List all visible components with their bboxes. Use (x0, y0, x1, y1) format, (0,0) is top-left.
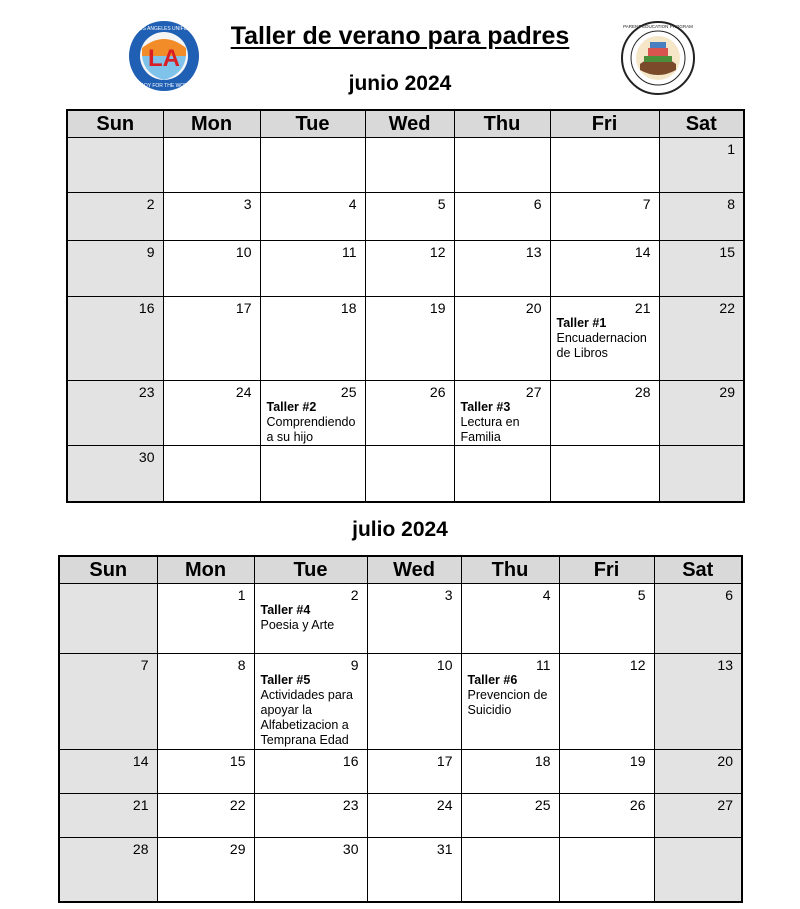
day-number: 1 (727, 141, 735, 157)
day-cell[interactable] (454, 241, 550, 297)
calendar-body (67, 138, 744, 502)
weekday-fri: Fri (550, 110, 659, 138)
day-cell[interactable] (550, 138, 659, 193)
workshop-event[interactable] (255, 603, 367, 633)
weekday-header-row (67, 110, 744, 138)
day-number (164, 138, 260, 141)
workshop-description-line: de Libros (556, 346, 608, 360)
day-number (261, 446, 365, 449)
day-cell[interactable] (59, 584, 157, 654)
day-number: 19 (429, 300, 446, 316)
lausd-logo-top-text: LOS ANGELES UNIFIED (135, 26, 193, 32)
day-cell[interactable] (163, 193, 260, 241)
day-cell[interactable] (559, 794, 654, 838)
day-number (660, 446, 744, 449)
day-cell[interactable] (550, 193, 659, 241)
day-cell[interactable] (365, 241, 454, 297)
day-number: 20 (525, 300, 542, 316)
day-cell[interactable] (659, 297, 744, 381)
day-number: 8 (237, 657, 246, 673)
day-cell[interactable] (163, 241, 260, 297)
day-cell[interactable] (454, 446, 550, 502)
day-number: 25 (340, 384, 357, 400)
day-cell[interactable] (260, 297, 365, 381)
day-cell[interactable] (461, 838, 559, 902)
day-cell[interactable] (260, 138, 365, 193)
day-number: 14 (634, 244, 651, 260)
lausd-logo-mark: LA (148, 45, 180, 72)
weekday-mon: Mon (163, 110, 260, 138)
day-cell[interactable] (260, 381, 365, 446)
day-number: 9 (146, 244, 155, 260)
day-cell[interactable] (654, 794, 742, 838)
day-number: 13 (717, 657, 733, 673)
day-cell[interactable] (454, 381, 550, 446)
day-cell[interactable] (659, 446, 744, 502)
day-cell[interactable] (461, 750, 559, 794)
day-cell[interactable] (550, 297, 659, 381)
day-number (164, 446, 260, 449)
day-number: 28 (132, 841, 149, 857)
day-cell[interactable] (157, 838, 254, 902)
weekday-tue: Tue (254, 556, 367, 584)
day-cell[interactable] (659, 381, 744, 446)
day-number: 23 (138, 384, 155, 400)
day-number: 21 (132, 797, 149, 813)
week-row (59, 654, 742, 750)
day-cell[interactable] (67, 138, 163, 193)
day-cell[interactable] (59, 794, 157, 838)
day-cell[interactable] (59, 838, 157, 902)
workshop-description-line: a su hijo (266, 430, 314, 444)
day-cell[interactable] (559, 654, 654, 750)
day-number: 14 (132, 753, 149, 769)
day-number: 21 (634, 300, 651, 316)
day-number: 24 (436, 797, 453, 813)
day-cell[interactable] (67, 446, 163, 502)
day-number: 17 (436, 753, 453, 769)
day-number: 18 (534, 753, 551, 769)
workshop-event[interactable] (455, 400, 550, 445)
day-cell[interactable] (254, 794, 367, 838)
workshop-description-line: Poesia y Arte (260, 618, 335, 632)
day-cell[interactable] (461, 654, 559, 750)
workshop-title: Taller #4 (260, 603, 311, 617)
day-number: 24 (235, 384, 252, 400)
day-cell[interactable] (654, 654, 742, 750)
weekday-sat: Sat (659, 110, 744, 138)
day-number: 6 (533, 196, 542, 212)
calendar-june (66, 109, 745, 503)
calendar-body (59, 584, 742, 902)
weekday-sun: Sun (59, 556, 157, 584)
day-cell[interactable] (454, 297, 550, 381)
week-row (67, 241, 744, 297)
day-cell[interactable] (163, 297, 260, 381)
day-cell[interactable] (654, 750, 742, 794)
day-cell[interactable] (559, 750, 654, 794)
day-cell[interactable] (654, 838, 742, 902)
weekday-thu: Thu (454, 110, 550, 138)
day-number: 12 (629, 657, 646, 673)
workshop-event[interactable] (551, 316, 659, 361)
day-number: 3 (444, 587, 453, 603)
day-number: 16 (138, 300, 155, 316)
day-number: 25 (534, 797, 551, 813)
day-number: 4 (348, 196, 357, 212)
week-row (67, 138, 744, 193)
day-cell[interactable] (550, 241, 659, 297)
week-row (67, 297, 744, 381)
day-number: 12 (429, 244, 446, 260)
day-number (655, 838, 742, 841)
day-cell[interactable] (367, 654, 461, 750)
day-number (68, 138, 163, 141)
day-number: 15 (229, 753, 246, 769)
day-number: 30 (342, 841, 359, 857)
day-number: 3 (243, 196, 252, 212)
day-number: 9 (350, 657, 359, 673)
day-cell[interactable] (461, 794, 559, 838)
day-number (455, 138, 550, 141)
day-cell[interactable] (67, 381, 163, 446)
workshop-description-line: Prevencion de (467, 688, 548, 702)
weekday-wed: Wed (365, 110, 454, 138)
day-cell[interactable] (550, 381, 659, 446)
day-cell[interactable] (260, 193, 365, 241)
day-cell[interactable] (454, 138, 550, 193)
day-number: 11 (535, 657, 551, 673)
week-row (67, 446, 744, 502)
day-number: 23 (342, 797, 359, 813)
week-row (59, 750, 742, 794)
day-number (366, 138, 454, 141)
day-number: 7 (642, 196, 651, 212)
day-number: 26 (629, 797, 646, 813)
day-cell[interactable] (163, 381, 260, 446)
day-cell[interactable] (367, 838, 461, 902)
day-number (455, 446, 550, 449)
day-number: 2 (146, 196, 155, 212)
day-cell[interactable] (157, 654, 254, 750)
day-cell[interactable] (365, 193, 454, 241)
day-cell[interactable] (163, 446, 260, 502)
day-cell[interactable] (659, 193, 744, 241)
workshop-event[interactable] (462, 673, 559, 718)
day-cell[interactable] (454, 193, 550, 241)
day-number: 15 (719, 244, 735, 260)
workshop-description-line: Lectura en (460, 415, 520, 429)
day-number: 20 (717, 753, 733, 769)
week-row (67, 381, 744, 446)
day-cell[interactable] (365, 381, 454, 446)
day-cell[interactable] (67, 193, 163, 241)
day-cell[interactable] (157, 584, 254, 654)
workshop-title: Taller #6 (467, 673, 518, 687)
day-number: 16 (342, 753, 359, 769)
day-cell[interactable] (365, 138, 454, 193)
day-cell[interactable] (157, 794, 254, 838)
day-number: 26 (429, 384, 446, 400)
day-number (560, 838, 654, 841)
month-title-july: julio 2024 (352, 518, 448, 541)
day-number: 19 (629, 753, 646, 769)
workshop-description-line: Comprendiendo (266, 415, 356, 429)
month-title-june: junio 2024 (348, 72, 452, 95)
weekday-tue: Tue (260, 110, 365, 138)
day-number (60, 584, 157, 587)
weekday-thu: Thu (461, 556, 559, 584)
day-cell[interactable] (367, 584, 461, 654)
day-cell[interactable] (59, 750, 157, 794)
week-row (59, 838, 742, 902)
day-number: 29 (719, 384, 735, 400)
day-number: 17 (235, 300, 252, 316)
workshop-description-line: Alfabetizacion a (260, 718, 349, 732)
day-cell[interactable] (559, 584, 654, 654)
day-number: 30 (138, 449, 155, 465)
workshop-description-line: Actividades para (260, 688, 353, 702)
workshop-event[interactable] (261, 400, 365, 445)
workshop-description-line: Encuadernacion (556, 331, 647, 345)
day-number: 5 (437, 196, 446, 212)
day-cell[interactable] (367, 750, 461, 794)
day-number: 28 (634, 384, 651, 400)
workshop-title: Taller #1 (556, 316, 607, 330)
day-cell[interactable] (260, 446, 365, 502)
calendar-july (58, 555, 743, 903)
day-number: 6 (725, 587, 733, 603)
day-cell[interactable] (365, 297, 454, 381)
workshop-event[interactable] (255, 673, 367, 748)
day-number (462, 838, 559, 841)
workshop-description-line: apoyar la (260, 703, 312, 717)
week-row (67, 193, 744, 241)
day-cell[interactable] (254, 838, 367, 902)
day-number: 5 (637, 587, 646, 603)
workshop-description-line: Suicidio (467, 703, 512, 717)
day-number: 11 (341, 244, 357, 260)
day-number: 22 (229, 797, 246, 813)
weekday-sun: Sun (67, 110, 163, 138)
day-cell[interactable] (659, 138, 744, 193)
day-number (261, 138, 365, 141)
workshop-title: Taller #5 (260, 673, 311, 687)
day-number: 10 (436, 657, 453, 673)
page-title-text: Taller de verano para padres (230, 22, 570, 50)
workshop-title: Taller #2 (266, 400, 317, 414)
weekday-fri: Fri (559, 556, 654, 584)
lausd-logo-bottom-text: READY FOR THE WORLD (133, 83, 195, 89)
day-number: 8 (727, 196, 735, 212)
day-cell[interactable] (365, 446, 454, 502)
day-number: 27 (717, 797, 733, 813)
day-cell[interactable] (461, 584, 559, 654)
day-cell[interactable] (559, 838, 654, 902)
day-number (366, 446, 454, 449)
day-number: 7 (140, 657, 149, 673)
day-number: 31 (436, 841, 453, 857)
day-cell[interactable] (163, 138, 260, 193)
day-number: 1 (237, 587, 246, 603)
day-number: 18 (340, 300, 357, 316)
workshop-description-line: Temprana Edad (260, 733, 349, 747)
day-number: 13 (525, 244, 542, 260)
parent-education-logo-text: PARENT EDUCATION PROGRAM (623, 24, 693, 29)
workshop-title: Taller #3 (460, 400, 511, 414)
weekday-sat: Sat (654, 556, 742, 584)
day-cell[interactable] (254, 750, 367, 794)
day-cell[interactable] (67, 241, 163, 297)
day-number: 4 (542, 587, 551, 603)
day-cell[interactable] (654, 584, 742, 654)
day-cell[interactable] (254, 654, 367, 750)
week-row (59, 794, 742, 838)
week-row (59, 584, 742, 654)
day-cell[interactable] (659, 241, 744, 297)
day-cell[interactable] (260, 241, 365, 297)
day-number: 10 (235, 244, 252, 260)
weekday-header-row (59, 556, 742, 584)
day-number: 27 (525, 384, 542, 400)
day-cell[interactable] (59, 654, 157, 750)
workshop-description-line: Familia (460, 430, 501, 444)
day-number: 22 (719, 300, 735, 316)
day-cell[interactable] (67, 297, 163, 381)
day-cell[interactable] (367, 794, 461, 838)
day-number (551, 446, 659, 449)
weekday-wed: Wed (367, 556, 461, 584)
day-number (551, 138, 659, 141)
day-number: 2 (350, 587, 359, 603)
day-cell[interactable] (157, 750, 254, 794)
weekday-mon: Mon (157, 556, 254, 584)
day-number: 29 (229, 841, 246, 857)
day-cell[interactable] (254, 584, 367, 654)
day-cell[interactable] (550, 446, 659, 502)
